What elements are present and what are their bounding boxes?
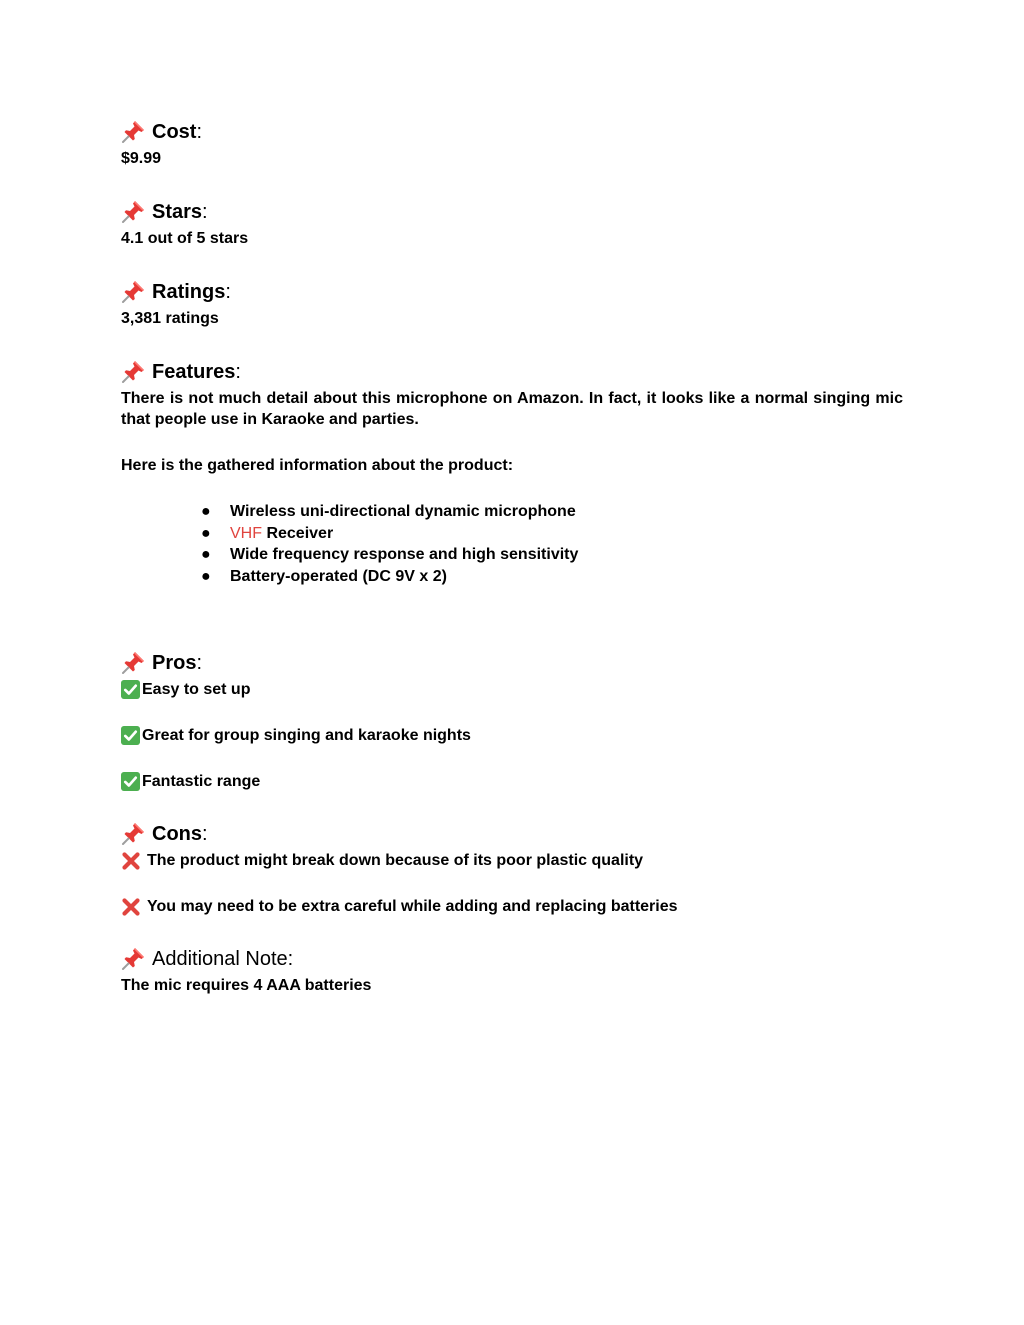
list-item xyxy=(201,566,903,588)
note-section xyxy=(121,945,903,996)
con-item xyxy=(121,896,903,917)
features-heading-colon: : xyxy=(235,361,241,383)
pro-item xyxy=(121,725,903,746)
bullet-icon: ● xyxy=(201,524,211,542)
pushpin-icon xyxy=(121,118,147,144)
con-item-text: You may need to be extra careful while adding and replacing batteries xyxy=(147,898,678,915)
pros-heading-colon: : xyxy=(196,652,203,674)
list-item-text: Battery-operated (DC 9V x 2) xyxy=(230,567,447,585)
note-heading-label: Additional Note xyxy=(152,948,288,970)
pro-item-text: Great for group singing and karaoke nights xyxy=(142,727,471,744)
stars-section xyxy=(121,198,903,249)
pushpin-icon xyxy=(121,649,147,675)
pro-item xyxy=(121,771,903,792)
pro-item xyxy=(121,679,903,700)
cons-section xyxy=(121,820,903,917)
features-paragraph: There is not much detail about this microphone on Amazon. In fact, it looks like a normal singing mic that people use in Karaoke and parties. xyxy=(121,390,903,428)
features-intro: Here is the gathered information about the product: xyxy=(121,457,514,474)
con-item xyxy=(121,850,903,871)
ratings-section xyxy=(121,278,903,329)
cost-heading xyxy=(121,118,903,146)
list-item-text: Receiver xyxy=(262,524,334,542)
note-value: The mic requires 4 AAA batteries xyxy=(121,977,372,994)
list-item xyxy=(201,544,903,566)
pushpin-icon xyxy=(121,820,147,846)
stars-heading-label: Stars xyxy=(152,201,203,223)
cons-heading-colon: : xyxy=(202,823,208,845)
note-heading-colon: : xyxy=(287,948,294,970)
pushpin-icon xyxy=(121,278,147,304)
bullet-icon: ● xyxy=(201,567,211,585)
cross-mark-icon xyxy=(121,851,141,871)
cost-heading-colon: : xyxy=(196,121,203,143)
pro-item-text: Easy to set up xyxy=(142,681,251,698)
list-item-text: Wide frequency response and high sensitivity xyxy=(230,546,579,563)
features-list xyxy=(121,501,903,587)
pushpin-icon xyxy=(121,358,147,384)
ratings-heading xyxy=(121,278,903,306)
ratings-heading-colon: : xyxy=(225,281,231,303)
list-item xyxy=(201,523,903,545)
bullet-icon: ● xyxy=(201,503,211,520)
con-item-text: The product might break down because of its poor plastic quality xyxy=(147,852,644,869)
bullet-icon: ● xyxy=(201,546,211,563)
pushpin-icon xyxy=(121,945,147,971)
features-section xyxy=(121,358,903,587)
cross-mark-icon xyxy=(121,897,141,917)
ratings-heading-label: Ratings xyxy=(152,281,226,303)
cost-heading-label: Cost xyxy=(152,121,197,143)
vhf-highlight: VHF xyxy=(230,524,262,542)
pushpin-icon xyxy=(121,198,147,224)
check-mark-icon xyxy=(121,680,140,699)
pro-item-text: Fantastic range xyxy=(142,773,261,790)
pros-section xyxy=(121,649,903,792)
pros-heading xyxy=(121,649,903,677)
cost-section xyxy=(121,118,903,169)
cost-value: $9.99 xyxy=(121,150,162,167)
stars-value: 4.1 out of 5 stars xyxy=(121,230,249,247)
check-mark-icon xyxy=(121,772,140,791)
list-item xyxy=(201,501,903,523)
note-heading xyxy=(121,945,903,973)
list-item-text: Wireless uni-directional dynamic microphone xyxy=(230,503,576,520)
ratings-value: 3,381 ratings xyxy=(121,310,219,327)
document-page xyxy=(121,118,903,996)
features-heading xyxy=(121,358,903,386)
stars-heading xyxy=(121,198,903,226)
cons-heading-label: Cons xyxy=(152,823,202,845)
pros-heading-label: Pros xyxy=(152,652,197,674)
features-heading-label: Features xyxy=(152,361,236,383)
stars-heading-colon: : xyxy=(202,201,208,223)
cons-heading xyxy=(121,820,903,848)
check-mark-icon xyxy=(121,726,140,745)
